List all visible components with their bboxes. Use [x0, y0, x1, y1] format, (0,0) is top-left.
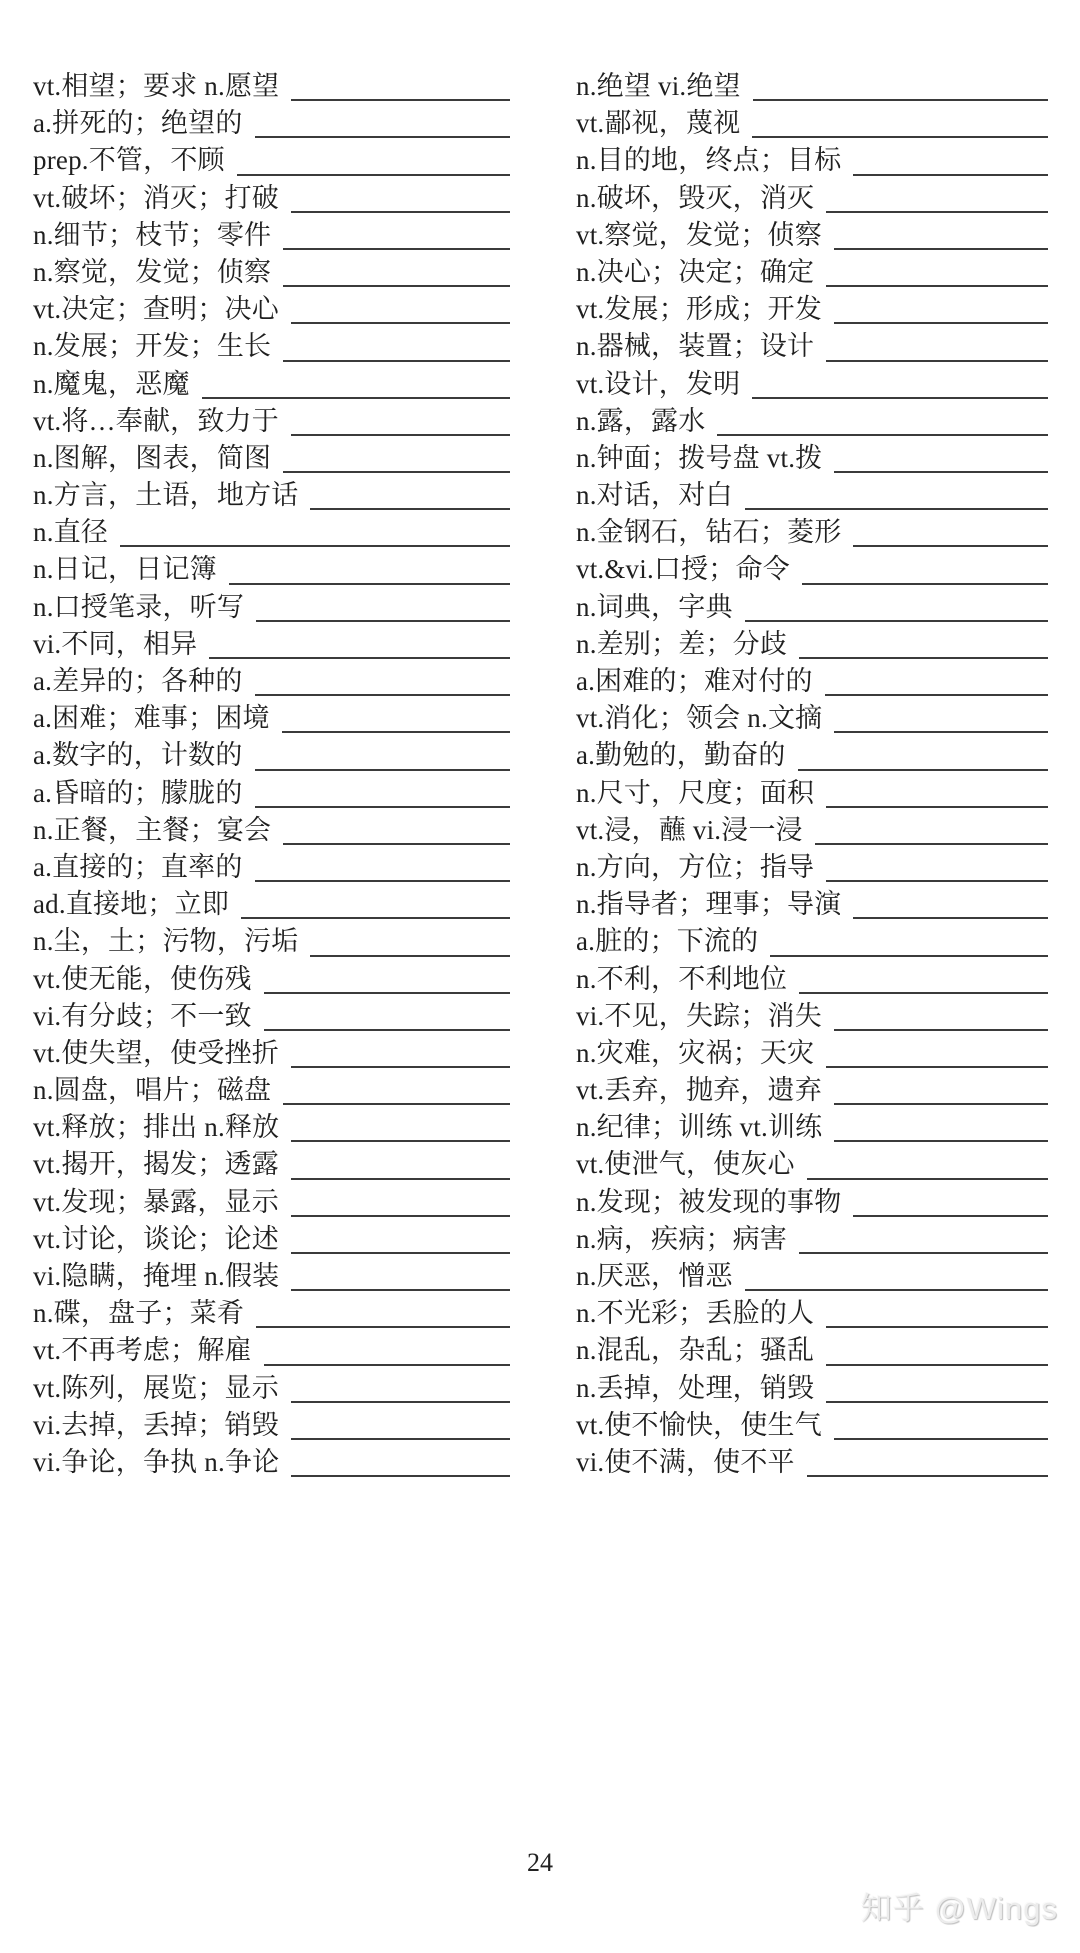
- vocab-entry-row: [576, 998, 1048, 1035]
- vocab-entry-row: [576, 1035, 1048, 1072]
- vocab-entry-row: [33, 291, 510, 328]
- vocab-entry-row: [576, 403, 1048, 440]
- answer-blank-line: [752, 366, 1048, 399]
- answer-blank-line: [291, 1444, 510, 1477]
- vocab-entry-row: [33, 1295, 510, 1332]
- vocab-entry-row: [33, 1444, 510, 1481]
- vocab-entry-row: [576, 626, 1048, 663]
- answer-blank-line: [256, 1295, 510, 1328]
- vocab-entry-row: [576, 775, 1048, 812]
- entry-definition: vt.发展；形成；开发: [576, 294, 822, 325]
- answer-blank-line: [753, 68, 1048, 101]
- answer-blank-line: [745, 1258, 1048, 1291]
- answer-blank-line: [826, 849, 1048, 882]
- vocab-entry-row: [576, 366, 1048, 403]
- vocab-entry-row: [33, 1184, 510, 1221]
- vocab-entry-row: [33, 514, 510, 551]
- answer-blank-line: [255, 105, 510, 138]
- answer-blank-line: [834, 217, 1048, 250]
- vocab-column-right: [576, 68, 1048, 1481]
- answer-blank-line: [291, 68, 510, 101]
- answer-blank-line: [834, 440, 1048, 473]
- answer-blank-line: [229, 551, 510, 584]
- vocab-entry-row: [576, 254, 1048, 291]
- entry-definition: vt.使失望，使受挫折: [33, 1037, 279, 1068]
- entry-definition: ad.直接地；立即: [33, 889, 230, 920]
- entry-definition: vt.使不愉快，使生气: [576, 1409, 822, 1440]
- entry-definition: n.决心；决定；确定: [576, 256, 815, 287]
- vocab-entry-row: [576, 923, 1048, 960]
- entry-definition: vt.将…奉献，致力于: [33, 405, 279, 436]
- answer-blank-line: [834, 700, 1048, 733]
- entry-definition: vt.浸，蘸 vi.浸一浸: [576, 814, 803, 845]
- entry-definition: a.直接的；直率的: [33, 851, 243, 882]
- answer-blank-line: [826, 775, 1048, 808]
- entry-definition: n.指导者；理事；导演: [576, 889, 842, 920]
- entry-definition: n.碟，盘子；菜肴: [33, 1298, 245, 1329]
- answer-blank-line: [291, 1258, 510, 1291]
- vocab-entry-row: [576, 440, 1048, 477]
- vocab-entry-row: [33, 923, 510, 960]
- answer-blank-line: [834, 1407, 1048, 1440]
- vocab-entry-row: [33, 440, 510, 477]
- answer-blank-line: [283, 217, 510, 250]
- entry-definition: a.困难的；难对付的: [576, 666, 813, 696]
- vocab-entry-row: [576, 180, 1048, 217]
- answer-blank-line: [291, 291, 510, 324]
- vocab-entry-row: [33, 1072, 510, 1109]
- answer-blank-line: [717, 403, 1048, 436]
- entry-definition: vt.使无能，使伤残: [33, 963, 252, 994]
- entry-definition: n.露，露水: [576, 405, 706, 436]
- answer-blank-line: [826, 1035, 1048, 1068]
- entry-definition: vt.鄙视，蔑视: [576, 108, 741, 139]
- answer-blank-line: [202, 366, 510, 399]
- answer-blank-line: [291, 1109, 510, 1142]
- vocab-entry-row: [576, 589, 1048, 626]
- entry-definition: vi.争论，争执 n.争论: [33, 1446, 280, 1477]
- vocab-entry-row: [576, 1184, 1048, 1221]
- answer-blank-line: [291, 1146, 510, 1179]
- vocab-entry-row: [33, 663, 510, 700]
- answer-blank-line: [815, 812, 1048, 845]
- entry-definition: a.勤勉的，勤奋的: [576, 740, 786, 771]
- entry-definition: vt.陈列，展览；显示: [33, 1372, 279, 1403]
- vocab-entry-row: [33, 626, 510, 663]
- entry-definition: a.拼死的；绝望的: [33, 108, 243, 139]
- entry-definition: a.困难；难事；困境: [33, 703, 270, 734]
- answer-blank-line: [834, 291, 1048, 324]
- entry-definition: vi.去掉，丢掉；销毁: [33, 1409, 279, 1440]
- vocab-entry-row: [33, 589, 510, 626]
- entry-definition: vt.丢弃，抛弃，遗弃: [576, 1075, 822, 1106]
- vocab-entry-row: [576, 1370, 1048, 1407]
- vocab-column-left: [33, 68, 510, 1481]
- vocab-entry-row: [576, 1109, 1048, 1146]
- answer-blank-line: [826, 1332, 1048, 1365]
- answer-blank-line: [209, 626, 510, 659]
- vocab-entry-row: [576, 1072, 1048, 1109]
- vocab-entry-row: [33, 775, 510, 812]
- entry-definition: n.尘，土；污物，污垢: [33, 926, 299, 957]
- answer-blank-line: [255, 775, 510, 808]
- vocab-entry-row: [33, 1258, 510, 1295]
- entry-definition: vi.有分歧；不一致: [33, 1000, 252, 1031]
- vocab-entry-row: [576, 1295, 1048, 1332]
- entry-definition: vt.破坏；消灭；打破: [33, 182, 279, 213]
- answer-blank-line: [291, 1407, 510, 1440]
- entry-definition: n.丢掉，处理，销毁: [576, 1372, 815, 1403]
- answer-blank-line: [834, 1072, 1048, 1105]
- answer-blank-line: [826, 1295, 1048, 1328]
- entry-definition: n.察觉，发觉；侦察: [33, 256, 272, 287]
- answer-blank-line: [264, 961, 510, 994]
- vocab-columns: [33, 68, 1048, 1481]
- vocab-entry-row: [33, 1370, 510, 1407]
- entry-definition: n.方言，土语，地方话: [33, 480, 299, 511]
- entry-definition: n.正餐，主餐；宴会: [33, 814, 272, 845]
- vocab-entry-row: [576, 812, 1048, 849]
- answer-blank-line: [807, 1146, 1048, 1179]
- entry-definition: n.钟面；拨号盘 vt.拨: [576, 442, 823, 473]
- entry-definition: vt.&vi.口授；命令: [576, 554, 790, 585]
- entry-definition: vi.不见，失踪；消失: [576, 1000, 822, 1031]
- answer-blank-line: [834, 998, 1048, 1031]
- vocab-entry-row: [576, 1407, 1048, 1444]
- answer-blank-line: [241, 886, 510, 919]
- entry-definition: n.口授笔录，听写: [33, 591, 245, 622]
- answer-blank-line: [799, 1221, 1048, 1254]
- answer-blank-line: [256, 589, 510, 622]
- vocab-entry-row: [33, 1332, 510, 1369]
- answer-blank-line: [120, 514, 510, 547]
- vocab-entry-row: [576, 737, 1048, 774]
- entry-definition: n.厌恶，憎恶: [576, 1261, 733, 1291]
- entry-definition: vt.设计，发明: [576, 368, 741, 399]
- answer-blank-line: [291, 180, 510, 213]
- vocab-entry-row: [576, 217, 1048, 254]
- answer-blank-line: [291, 1221, 510, 1254]
- vocab-entry-row: [33, 68, 510, 105]
- answer-blank-line: [826, 254, 1048, 287]
- entry-definition: vt.揭开，揭发；透露: [33, 1149, 279, 1180]
- entry-definition: n.金钢石，钻石；菱形: [576, 517, 842, 548]
- answer-blank-line: [826, 180, 1048, 213]
- entry-definition: n.词典，字典: [576, 591, 733, 622]
- vocab-entry-row: [33, 737, 510, 774]
- entry-definition: n.病，疾病；病害: [576, 1223, 788, 1254]
- answer-blank-line: [237, 142, 510, 175]
- answer-blank-line: [752, 105, 1048, 138]
- vocab-entry-row: [33, 180, 510, 217]
- answer-blank-line: [291, 1035, 510, 1068]
- vocab-entry-row: [33, 217, 510, 254]
- vocab-entry-row: [576, 700, 1048, 737]
- entry-definition: n.发展；开发；生长: [33, 331, 272, 362]
- entry-definition: vt.消化；领会 n.文摘: [576, 703, 823, 734]
- answer-blank-line: [283, 812, 510, 845]
- entry-definition: n.日记，日记簿: [33, 554, 217, 585]
- answer-blank-line: [834, 1109, 1048, 1142]
- watermark-text: 知乎 @Wings: [860, 1891, 1058, 1926]
- answer-blank-line: [799, 626, 1048, 659]
- entry-definition: prep.不管，不顾: [33, 145, 225, 176]
- vocab-entry-row: [33, 1035, 510, 1072]
- answer-blank-line: [826, 328, 1048, 361]
- answer-blank-line: [255, 849, 510, 882]
- entry-definition: vt.察觉，发觉；侦察: [576, 219, 822, 250]
- vocab-entry-row: [576, 291, 1048, 328]
- vocab-entry-row: [33, 812, 510, 849]
- vocab-entry-row: [33, 142, 510, 179]
- answer-blank-line: [745, 477, 1048, 510]
- vocab-entry-row: [33, 366, 510, 403]
- vocab-entry-row: [33, 700, 510, 737]
- entry-definition: n.破坏，毁灭，消灭: [576, 182, 815, 213]
- vocab-entry-row: [33, 1146, 510, 1183]
- vocab-entry-row: [33, 849, 510, 886]
- entry-definition: n.灾难，灾祸；天灾: [576, 1037, 815, 1068]
- vocab-entry-row: [33, 477, 510, 514]
- vocab-entry-row: [33, 1407, 510, 1444]
- entry-definition: vt.发现；暴露，显示: [33, 1186, 279, 1217]
- page-number: 24: [527, 1848, 553, 1877]
- entry-definition: vi.不同，相异: [33, 628, 198, 659]
- vocab-entry-row: [576, 961, 1048, 998]
- vocab-entry-row: [33, 1221, 510, 1258]
- entry-definition: n.混乱，杂乱；骚乱: [576, 1335, 815, 1366]
- answer-blank-line: [770, 923, 1048, 956]
- entry-definition: n.差别；差；分歧: [576, 628, 788, 659]
- entry-definition: n.纪律；训练 vt.训练: [576, 1112, 823, 1143]
- entry-definition: n.不光彩；丢脸的人: [576, 1298, 815, 1329]
- entry-definition: a.昏暗的；朦胧的: [33, 777, 243, 808]
- entry-definition: a.数字的，计数的: [33, 740, 243, 771]
- answer-blank-line: [264, 1332, 510, 1365]
- answer-blank-line: [807, 1444, 1048, 1477]
- answer-blank-line: [283, 328, 510, 361]
- entry-definition: vt.讨论，谈论；论述: [33, 1223, 279, 1254]
- answer-blank-line: [853, 514, 1048, 547]
- entry-definition: n.方向，方位；指导: [576, 851, 815, 882]
- entry-definition: n.细节；枝节；零件: [33, 219, 272, 250]
- vocab-entry-row: [576, 849, 1048, 886]
- vocab-entry-row: [576, 886, 1048, 923]
- vocab-entry-row: [33, 403, 510, 440]
- vocab-entry-row: [33, 961, 510, 998]
- vocab-entry-row: [576, 142, 1048, 179]
- entry-definition: vi.使不满，使不平: [576, 1446, 795, 1477]
- vocab-entry-row: [33, 998, 510, 1035]
- entry-definition: vt.决定；查明；决心: [33, 294, 279, 325]
- entry-definition: a.脏的；下流的: [576, 926, 759, 957]
- entry-definition: vt.相望；要求 n.愿望: [33, 71, 280, 101]
- answer-blank-line: [853, 142, 1048, 175]
- vocab-entry-row: [576, 68, 1048, 105]
- entry-definition: vi.隐瞒，掩埋 n.假装: [33, 1261, 280, 1291]
- vocab-entry-row: [33, 328, 510, 365]
- entry-definition: n.发现；被发现的事物: [576, 1186, 842, 1217]
- answer-blank-line: [283, 1072, 510, 1105]
- answer-blank-line: [264, 998, 510, 1031]
- vocab-entry-row: [576, 551, 1048, 588]
- answer-blank-line: [291, 1184, 510, 1217]
- answer-blank-line: [798, 737, 1048, 770]
- entry-definition: n.魔鬼，恶魔: [33, 368, 190, 399]
- vocab-entry-row: [576, 663, 1048, 700]
- entry-definition: vt.不再考虑；解雇: [33, 1335, 252, 1366]
- vocab-entry-row: [576, 477, 1048, 514]
- vocab-entry-row: [33, 254, 510, 291]
- answer-blank-line: [291, 1370, 510, 1403]
- answer-blank-line: [853, 1184, 1048, 1217]
- answer-blank-line: [745, 589, 1048, 622]
- entry-definition: n.器械，装置；设计: [576, 331, 815, 362]
- vocab-entry-row: [576, 1221, 1048, 1258]
- answer-blank-line: [283, 254, 510, 287]
- answer-blank-line: [283, 440, 510, 473]
- vocab-entry-row: [33, 551, 510, 588]
- entry-definition: n.圆盘，唱片；磁盘: [33, 1075, 272, 1106]
- entry-definition: vt.释放；排出 n.释放: [33, 1112, 280, 1143]
- entry-definition: n.直径: [33, 517, 109, 548]
- answer-blank-line: [826, 1370, 1048, 1403]
- vocab-entry-row: [33, 105, 510, 142]
- entry-definition: a.差异的；各种的: [33, 666, 243, 696]
- answer-blank-line: [255, 663, 510, 696]
- entry-definition: n.对话，对白: [576, 480, 733, 511]
- vocab-entry-row: [576, 514, 1048, 551]
- vocab-entry-row: [576, 328, 1048, 365]
- answer-blank-line: [853, 886, 1048, 919]
- answer-blank-line: [291, 403, 510, 436]
- answer-blank-line: [825, 663, 1048, 696]
- entry-definition: n.尺寸，尺度；面积: [576, 777, 815, 808]
- entry-definition: vt.使泄气，使灰心: [576, 1149, 795, 1180]
- vocab-entry-row: [576, 1258, 1048, 1295]
- answer-blank-line: [802, 551, 1048, 584]
- answer-blank-line: [799, 961, 1048, 994]
- answer-blank-line: [255, 737, 510, 770]
- vocab-entry-row: [576, 1444, 1048, 1481]
- vocab-entry-row: [576, 1146, 1048, 1183]
- entry-definition: n.图解，图表，简图: [33, 442, 272, 473]
- answer-blank-line: [310, 923, 510, 956]
- entry-definition: n.不利，不利地位: [576, 963, 788, 994]
- vocab-entry-row: [33, 886, 510, 923]
- entry-definition: n.目的地，终点；目标: [576, 145, 842, 176]
- vocab-entry-row: [576, 105, 1048, 142]
- answer-blank-line: [310, 477, 510, 510]
- answer-blank-line: [282, 700, 510, 733]
- vocab-entry-row: [576, 1332, 1048, 1369]
- vocab-entry-row: [33, 1109, 510, 1146]
- entry-definition: n.绝望 vi.绝望: [576, 71, 741, 101]
